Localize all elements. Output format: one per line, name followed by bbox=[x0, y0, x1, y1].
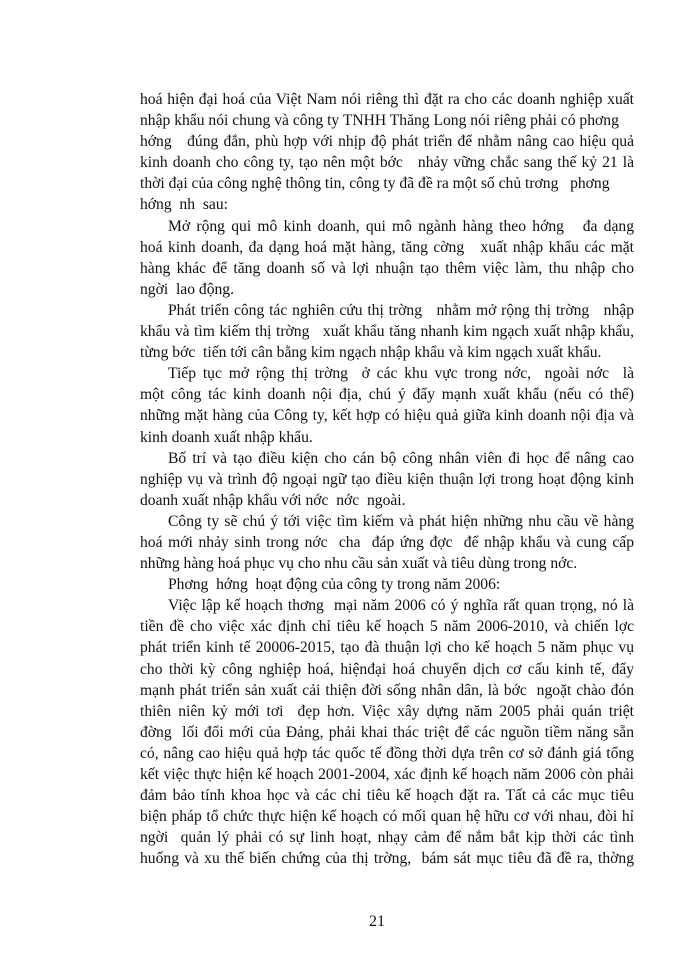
document-body bbox=[140, 89, 634, 869]
text-line: mạnh phát triển sản xuất cải thiện đời sống nhân dân, là bớc ngoặt chào đón bbox=[140, 681, 634, 699]
text-line: ngời quản lý phải có sự linh hoạt, nhạy cảm để nắm bắt kịp thời các tình bbox=[140, 829, 634, 847]
text-line: thiên niên kỷ mới tơi đẹp hơn. Việc xây dựng năm 2005 phải quán triệt bbox=[140, 702, 634, 720]
text-line: tiền đề cho việc xác định chỉ tiêu kế hoạch 5 năm 2006-2010, và chiến lợc bbox=[140, 618, 634, 636]
text-line: Bố trí và tạo điều kiện cho cán bộ công nhân viên đi học để nâng cao bbox=[168, 449, 634, 467]
text-line: nhập khẩu nói chung và công ty TNHH Thăng Long nói riêng phải có phơng bbox=[140, 112, 619, 130]
text-line: Công ty sẽ chú ý tới việc tìm kiếm và phát hiện những nhu cầu về hàng bbox=[168, 512, 634, 530]
text-line: kết việc thực hiện kế hoạch 2001-2004, xác định kế hoạch năm 2006 còn phải bbox=[140, 766, 634, 783]
text-line: những mặt hàng của Công ty, kết hợp có hiệu quả giữa kinh doanh nội địa và bbox=[140, 407, 634, 425]
paragraph bbox=[140, 448, 634, 511]
text-line: hớng đúng đắn, phù hợp với nhịp độ phát triển để nhằm nâng cao hiệu quả bbox=[140, 133, 634, 151]
text-line: hàng khác để tăng doanh số và lợi nhuận tạo thêm việc làm, thu nhập cho bbox=[140, 259, 634, 277]
paragraph bbox=[140, 363, 634, 447]
text-line: từng bớc tiến tới cân bằng kim ngạch nhập khẩu và kim ngạch xuất khẩu. bbox=[140, 344, 602, 362]
text-line: kinh doanh cho công ty, tạo nên một bớc nhảy vững chắc sang thế kỷ 21 là bbox=[140, 154, 634, 172]
page-number: 21 bbox=[369, 913, 385, 930]
text-line: một công tác kinh doanh nội địa, chú ý đẩy mạnh xuất khẩu (nếu có thể) bbox=[140, 386, 634, 404]
text-line: hoá hiện đại hoá của Việt Nam nói riêng thì đặt ra cho các doanh nghiệp xuất bbox=[140, 91, 634, 108]
text-line: có, nâng cao hiệu quả hợp tác quốc tế đồng thời dựa trên cơ sở đánh giá tổng bbox=[140, 744, 634, 762]
paragraph bbox=[140, 300, 634, 363]
text-line: phát triển kinh tế 20006-2015, tạo đà thuận lợi cho kế hoạch 5 năm phục vụ bbox=[140, 639, 634, 657]
text-line: hoá mới nhảy sinh trong nớc cha đáp ứng đợc để nhập khẩu và cung cấp bbox=[140, 533, 634, 551]
text-line: Tiếp tục mở rộng thị trờng ở các khu vực trong nớc, ngoài nớc là bbox=[168, 365, 634, 383]
text-line: Phơng hớng hoạt động của công ty trong năm 2006: bbox=[168, 576, 501, 594]
paragraph bbox=[140, 511, 634, 574]
paragraph bbox=[140, 89, 634, 216]
text-line: huống và xu thế biến chứng của thị trờng, bám sát mục tiêu đã đề ra, thờng bbox=[140, 850, 634, 868]
paragraph bbox=[140, 595, 634, 869]
text-line: Phát triển công tác nghiên cứu thị trờng nhằm mở rộng thị trờng nhập bbox=[168, 301, 634, 319]
text-line: Mở rộng qui mô kinh doanh, qui mô ngành hàng theo hớng đa dạng bbox=[168, 217, 634, 235]
text-line: thời đại của công nghệ thông tin, công ty đã đề ra một số chủ trơng phơng bbox=[140, 175, 610, 193]
text-line: đảm bảo tính khoa học và các chỉ tiêu kế hoạch đặt ra. Tất cả các mục tiêu bbox=[140, 787, 634, 805]
text-line: Việc lập kế hoạch thơng mại năm 2006 có ý nghĩa rất quan trọng, nó là bbox=[168, 597, 634, 615]
text-line: những hàng hoá phục vụ cho nhu cầu sản xuất và tiêu dùng trong nớc. bbox=[140, 555, 578, 573]
text-line: doanh xuất nhập khẩu với nớc nớc ngoài. bbox=[140, 491, 406, 509]
text-line: biện pháp tổ chức thực hiện kế hoạch có mối quan hệ hữu cơ với nhau, đòi hỉ bbox=[140, 808, 634, 826]
text-line: hớng nh sau: bbox=[140, 196, 228, 214]
paragraph bbox=[140, 216, 634, 300]
text-line: khẩu và tìm kiếm thị trờng xuất khẩu tăng nhanh kim ngạch xuất nhập khẩu, bbox=[140, 323, 634, 341]
text-line: hoá kinh doanh, đa dạng hoá mặt hàng, tăng cờng xuất nhập khẩu các mặt bbox=[140, 238, 634, 256]
text-line: nghiệp vụ và trình độ ngoại ngữ tạo điều kiện thuận lợi trong hoạt động kinh bbox=[140, 470, 634, 488]
text-line: cho thời kỳ công nghiệp hoá, hiệnđại hoá chuyển dịch cơ cấu kinh tế, đẩy bbox=[140, 660, 634, 678]
text-line: đờng lối đổi mới của Đảng, phải khai thác triệt để các nguồn tiềm năng sẵn bbox=[140, 723, 634, 741]
text-line: kinh doanh xuất nhập khẩu. bbox=[140, 428, 313, 446]
paragraph bbox=[140, 574, 634, 595]
text-line: ngời lao động. bbox=[140, 280, 235, 298]
